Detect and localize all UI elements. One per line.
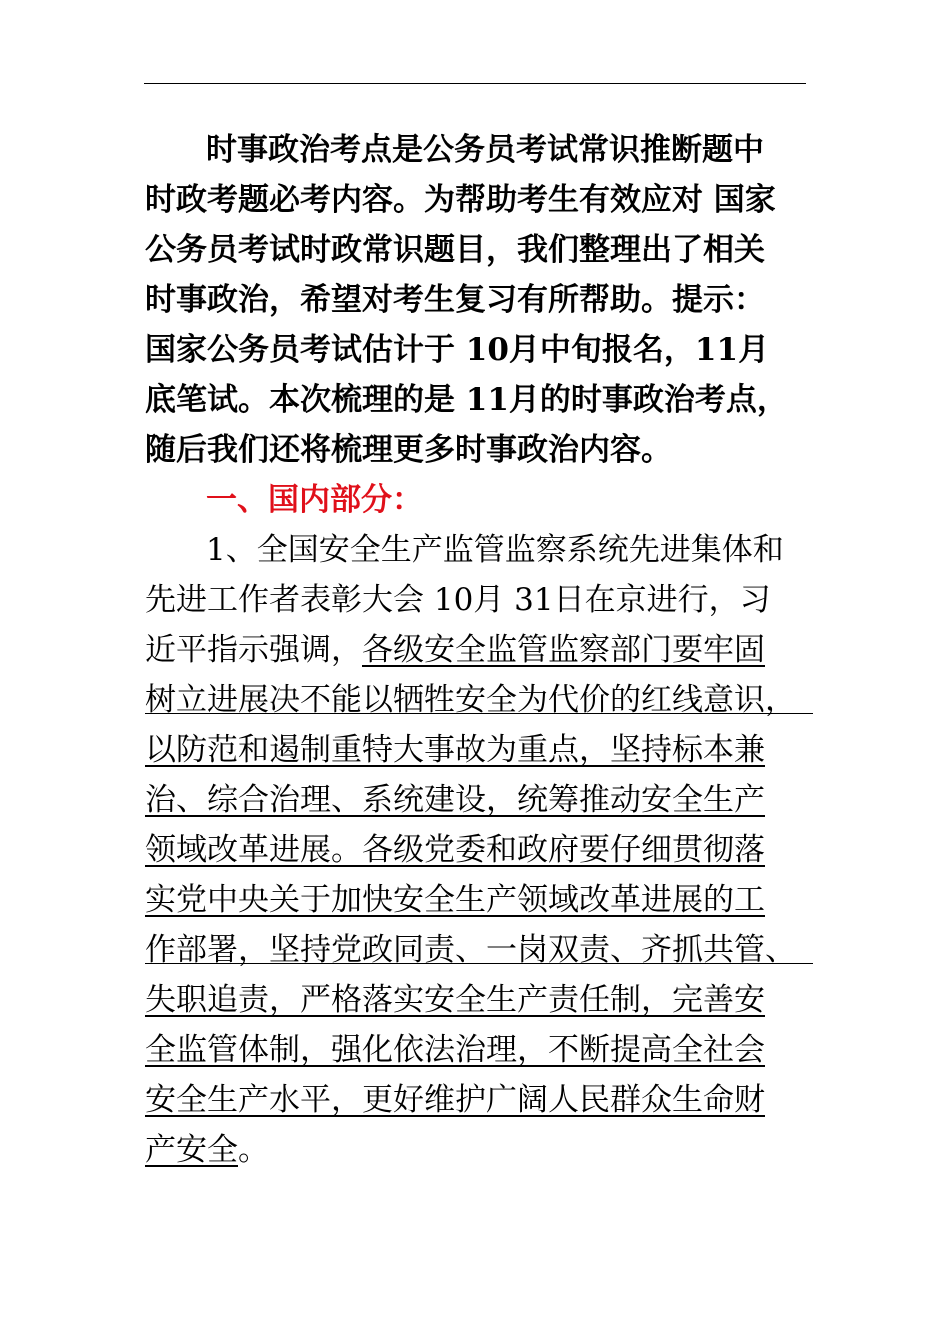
item1-last-underlined: 产安全: [145, 1132, 238, 1168]
item1-last-period: 。: [238, 1132, 269, 1168]
underlined-line-7: 失职追责，严格落实安全生产责任制，完善安: [145, 982, 765, 1018]
underline-rule-1: [145, 713, 813, 714]
intro-line-7: 随后我们还将梳理更多时事政治内容。: [145, 432, 672, 468]
underlined-line-2: 以防范和遏制重特大事故为重点，坚持标本兼: [145, 732, 765, 768]
intro-line-4: 时事政治，希望对考生复习有所帮助。提示：: [145, 282, 765, 318]
intro-line-3: 公务员考试时政常识题目，我们整理出了相关: [145, 232, 765, 268]
item1-last-line: [145, 1130, 269, 1170]
item1-line-3: [145, 630, 765, 670]
underline-rule-6: [145, 963, 813, 964]
underlined-line-8: 全监管体制，强化依法治理，不断提高全社会: [145, 1032, 765, 1068]
underlined-line-1: 树立进展决不能以牺牲安全为代价的红线意识，: [145, 682, 796, 718]
header-rule: [144, 83, 806, 84]
item1-line-3-underlined: 各级安全监管监察部门要牢固: [362, 632, 765, 668]
intro-line-5: 国家公务员考试估计于 10月中旬报名，11月: [145, 332, 770, 368]
item1-line-2: 先进工作者表彰大会 10月 31日在京进行，习: [145, 582, 771, 618]
underlined-line-6: 作部署，坚持党政同责、一岗双责、齐抓共管、: [145, 932, 796, 968]
underlined-line-5: 实党中央关于加快安全生产领域改革进展的工: [145, 882, 765, 918]
intro-line-1: 时事政治考点是公务员考试常识推断题中: [206, 132, 764, 168]
underlined-line-3: 治、综合治理、系统建设，统筹推动安全生产: [145, 782, 765, 818]
intro-line-6: 底笔试。本次梳理的是 11月的时事政治考点，: [145, 382, 788, 418]
item1-line-3-plain: 近平指示强调，: [145, 632, 362, 668]
underlined-line-9: 安全生产水平，更好维护广阔人民群众生命财: [145, 1082, 765, 1118]
underlined-line-4: 领域改革进展。各级党委和政府要仔细贯彻落: [145, 832, 765, 868]
item1-line-1: 1、全国安全生产监管监察系统先进集体和: [206, 532, 784, 568]
intro-line-2: 时政考题必考内容。为帮助考生有效应对 国家: [145, 182, 776, 218]
section-heading-domestic: 一、国内部分：: [206, 482, 423, 518]
